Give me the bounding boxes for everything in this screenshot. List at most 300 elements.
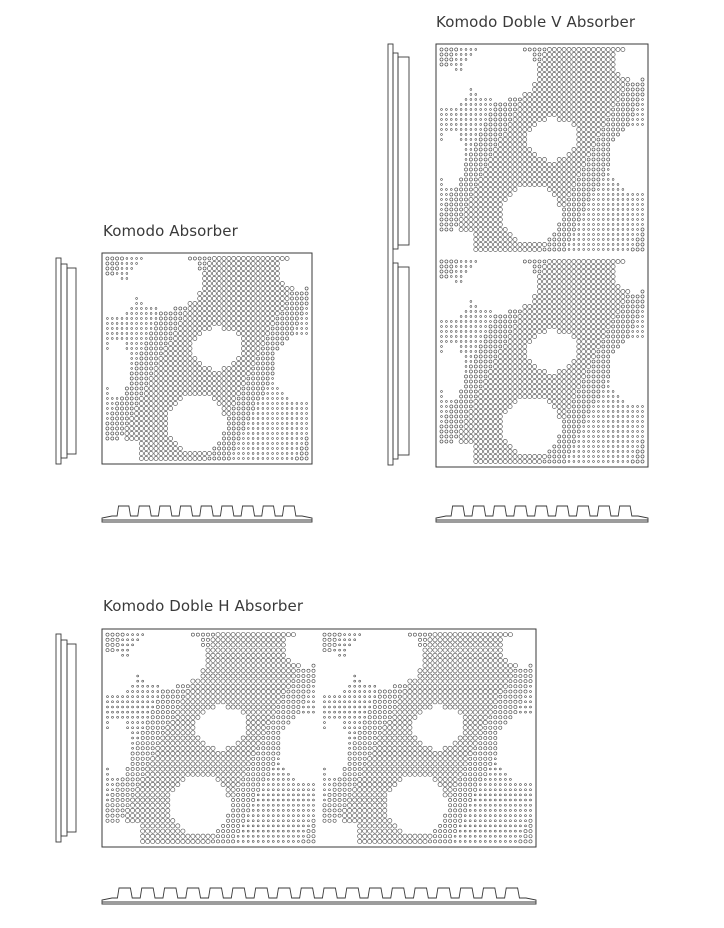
perforation-hole <box>111 412 114 415</box>
perforation-hole <box>226 689 230 693</box>
perforation-hole <box>181 700 185 704</box>
perforation-hole <box>602 406 604 408</box>
perforation-hole <box>266 679 270 683</box>
perforation-hole <box>572 269 576 273</box>
perforation-hole <box>523 349 527 353</box>
perforation-hole <box>272 721 275 724</box>
perforation-hole <box>493 434 497 438</box>
perforation-hole <box>111 432 114 435</box>
perforation-hole <box>587 314 591 318</box>
perforation-hole <box>236 684 240 688</box>
perforation-hole <box>474 197 478 201</box>
perforation-hole <box>557 269 561 273</box>
perforation-hole <box>458 679 462 683</box>
perforation-hole <box>617 426 619 428</box>
perforation-hole <box>257 809 259 811</box>
perforation-hole <box>578 249 580 251</box>
perforation-hole <box>130 798 134 802</box>
perforation-hole <box>480 341 482 343</box>
perforation-hole <box>455 188 458 191</box>
perforation-hole <box>508 242 512 246</box>
perforation-hole <box>587 354 591 358</box>
perforation-hole <box>587 400 590 403</box>
perforation-hole <box>607 239 609 241</box>
perforation-hole <box>252 778 255 781</box>
perforation-hole <box>139 416 143 420</box>
perforation-hole <box>498 454 502 458</box>
perforation-hole <box>142 722 144 724</box>
perforation-hole <box>179 307 182 310</box>
perforation-hole <box>557 182 561 186</box>
perforation-hole <box>276 398 278 400</box>
perforation-hole <box>533 334 537 338</box>
perforation-hole <box>617 441 619 443</box>
perforation-hole <box>572 324 576 328</box>
perforation-hole <box>267 448 269 450</box>
perforation-hole <box>232 361 236 365</box>
perforation-hole <box>116 814 119 817</box>
perforation-hole <box>612 249 614 251</box>
perforation-hole <box>169 346 173 350</box>
perforation-hole <box>632 199 634 201</box>
perforation-hole <box>460 104 462 106</box>
perforation-hole <box>226 632 230 636</box>
perforation-hole <box>428 643 432 647</box>
perforation-hole <box>582 415 585 418</box>
perforation-hole <box>141 803 145 807</box>
perforation-hole <box>140 328 142 330</box>
perforation-hole <box>216 669 220 673</box>
perforation-hole <box>498 237 502 241</box>
perforation-hole <box>196 694 200 698</box>
perforation-hole <box>626 320 629 323</box>
perforation-hole <box>503 187 507 191</box>
perforation-hole <box>547 299 551 303</box>
perforation-hole <box>267 789 269 791</box>
perforation-hole <box>280 281 284 285</box>
perforation-hole <box>251 648 255 652</box>
perforation-hole <box>171 741 175 745</box>
perforation-hole <box>518 359 522 363</box>
perforation-hole <box>503 379 507 383</box>
perforation-hole <box>607 365 610 368</box>
perforation-hole <box>252 793 255 796</box>
perforation-hole <box>181 772 185 776</box>
perforation-hole <box>606 319 610 323</box>
perforation-hole <box>622 461 624 463</box>
perforation-hole <box>533 270 536 273</box>
perforation-hole <box>140 392 143 395</box>
perforation-hole <box>116 633 119 636</box>
perforation-hole <box>528 309 532 313</box>
perforation-hole <box>596 304 600 308</box>
perforation-hole <box>241 286 245 290</box>
perforation-hole <box>266 281 270 285</box>
perforation-hole <box>237 386 241 390</box>
perforation-hole <box>636 83 639 86</box>
perforation-hole <box>601 319 605 323</box>
perforation-hole <box>513 315 516 318</box>
perforation-hole <box>578 229 580 231</box>
perforation-hole <box>616 103 619 106</box>
perforation-hole <box>537 67 541 71</box>
perforation-hole <box>227 381 231 385</box>
perforation-hole <box>597 244 599 246</box>
perforation-hole <box>232 391 236 395</box>
perforation-hole <box>626 295 629 298</box>
perforation-hole <box>587 67 591 71</box>
perforation-hole <box>227 824 230 827</box>
perforation-hole <box>602 214 604 216</box>
perforation-hole <box>141 731 144 734</box>
perforation-hole <box>302 685 305 688</box>
perforation-hole <box>226 663 230 667</box>
perforation-hole <box>607 148 610 151</box>
perforation-hole <box>606 264 610 268</box>
perforation-hole <box>611 77 615 81</box>
perforation-hole <box>159 421 163 425</box>
perforation-hole <box>637 406 639 408</box>
perforation-hole <box>493 232 497 236</box>
perforation-hole <box>636 238 639 241</box>
perforation-hole <box>159 347 162 350</box>
perforation-hole <box>518 394 522 398</box>
perforation-hole <box>107 716 109 718</box>
perforation-hole <box>503 674 507 678</box>
perforation-hole <box>238 448 240 450</box>
perforation-hole <box>140 258 142 260</box>
perforation-hole <box>295 312 298 315</box>
perforation-hole <box>275 281 279 285</box>
perforation-hole <box>237 422 240 425</box>
perforation-hole <box>572 374 576 378</box>
perforation-hole <box>136 747 139 750</box>
perforation-hole <box>602 416 604 418</box>
perforation-hole <box>237 276 241 280</box>
perforation-hole <box>499 330 502 333</box>
perforation-hole <box>423 653 427 657</box>
perforation-hole <box>557 72 561 76</box>
perforation-hole <box>262 815 264 817</box>
perforation-hole <box>583 446 585 448</box>
perforation-hole <box>607 143 610 146</box>
perforation-hole <box>226 684 230 688</box>
perforation-hole <box>211 653 215 657</box>
perforation-hole <box>236 648 240 652</box>
perforation-hole <box>131 767 134 770</box>
perforation-hole <box>281 418 283 420</box>
perforation-hole <box>563 218 566 221</box>
perforation-hole <box>246 720 250 724</box>
perforation-hole <box>478 638 482 642</box>
perforation-hole <box>281 684 285 688</box>
perforation-hole <box>232 401 236 405</box>
perforation-hole <box>602 148 605 151</box>
perforation-hole <box>281 322 284 325</box>
perforation-hole <box>602 350 605 353</box>
perforation-hole <box>578 456 580 458</box>
perforation-hole <box>567 238 570 241</box>
perforation-hole <box>503 242 507 246</box>
perforation-hole <box>460 54 462 56</box>
perforation-hole <box>632 209 634 211</box>
perforation-hole <box>251 674 255 678</box>
perforation-hole <box>266 261 270 265</box>
perforation-hole <box>127 727 129 729</box>
perforation-hole <box>582 82 586 86</box>
perforation-hole <box>577 62 581 66</box>
perforation-hole <box>562 309 566 313</box>
perforation-hole <box>508 389 512 393</box>
perforation-hole <box>232 311 236 315</box>
perforation-hole <box>292 711 295 714</box>
perforation-hole <box>120 417 123 420</box>
perforation-hole <box>572 112 576 116</box>
perforation-hole <box>533 242 537 246</box>
perforation-hole <box>474 449 478 453</box>
perforation-hole <box>631 248 634 251</box>
perforation-hole <box>222 301 226 305</box>
perforation-hole <box>591 117 595 121</box>
perforation-hole <box>186 767 190 771</box>
perforation-hole <box>237 819 240 822</box>
perforation-hole <box>212 396 216 400</box>
perforation-hole <box>606 97 610 101</box>
perforation-hole <box>141 742 144 745</box>
perforation-hole <box>222 432 225 435</box>
perforation-hole <box>577 264 581 268</box>
perforation-hole <box>587 52 591 56</box>
perforation-hole <box>591 309 595 313</box>
perforation-hole <box>508 132 512 136</box>
perforation-hole <box>161 700 164 703</box>
perforation-hole <box>513 247 517 251</box>
perforation-hole <box>232 427 235 430</box>
perforation-hole <box>236 694 240 698</box>
perforation-hole <box>440 228 443 231</box>
perforation-hole <box>252 392 255 395</box>
perforation-hole <box>596 82 600 86</box>
perforation-hole <box>211 679 215 683</box>
perforation-hole <box>161 705 164 708</box>
perforation-hole <box>146 834 150 838</box>
perforation-hole <box>252 397 255 400</box>
perforation-hole <box>572 228 575 231</box>
perforation-hole <box>498 643 502 647</box>
perforation-hole <box>261 720 265 724</box>
perforation-hole <box>261 700 265 704</box>
perforation-hole <box>596 77 600 81</box>
perforation-hole <box>216 674 220 678</box>
perforation-hole <box>159 327 162 330</box>
perforation-hole <box>285 291 289 295</box>
perforation-hole <box>557 284 561 288</box>
perforation-hole <box>286 443 288 445</box>
perforation-hole <box>226 782 230 786</box>
perforation-hole <box>460 410 463 413</box>
perforation-hole <box>179 317 182 320</box>
perforation-hole <box>206 663 210 667</box>
perforation-hole <box>602 411 604 413</box>
perforation-hole <box>272 408 274 410</box>
perforation-hole <box>116 257 119 260</box>
perforation-hole <box>251 261 255 265</box>
perforation-hole <box>627 421 629 423</box>
perforation-hole <box>489 143 492 146</box>
perforation-hole <box>607 204 609 206</box>
perforation-hole <box>277 825 279 827</box>
perforation-hole <box>612 345 615 348</box>
perforation-hole <box>567 102 571 106</box>
perforation-hole <box>241 772 245 776</box>
perforation-hole <box>169 391 173 395</box>
perforation-hole <box>141 757 144 760</box>
perforation-hole <box>438 674 442 678</box>
perforation-hole <box>591 279 595 283</box>
perforation-hole <box>261 266 265 270</box>
perforation-hole <box>562 202 566 206</box>
perforation-hole <box>622 406 624 408</box>
perforation-hole <box>523 304 527 308</box>
perforation-hole <box>602 249 604 251</box>
perforation-hole <box>241 276 245 280</box>
perforation-hole <box>232 417 235 420</box>
perforation-hole <box>140 367 143 370</box>
perforation-hole <box>460 415 463 418</box>
perforation-hole <box>241 684 245 688</box>
perforation-hole <box>176 767 180 771</box>
perforation-hole <box>241 658 245 662</box>
perforation-hole <box>488 674 492 678</box>
perforation-hole <box>488 643 492 647</box>
perforation-hole <box>131 258 133 260</box>
perforation-hole <box>573 446 575 448</box>
perforation-hole <box>582 132 586 136</box>
perforation-hole <box>453 648 457 652</box>
perforation-hole <box>271 684 275 688</box>
perforation-hole <box>557 409 561 413</box>
perforation-hole <box>193 336 197 340</box>
perforation-hole <box>547 177 551 181</box>
perforation-hole <box>169 327 172 330</box>
perforation-hole <box>227 422 230 425</box>
perforation-hole <box>547 87 551 91</box>
perforation-hole <box>567 192 571 196</box>
perforation-hole <box>257 820 259 822</box>
perforation-hole <box>557 172 561 176</box>
perforation-hole <box>518 324 522 328</box>
perforation-hole <box>596 289 600 293</box>
perforation-hole <box>593 219 595 221</box>
perforation-hole <box>198 361 202 365</box>
perforation-hole <box>252 762 255 765</box>
perforation-hole <box>287 773 289 775</box>
perforation-hole <box>173 381 177 385</box>
perforation-hole <box>606 57 610 61</box>
perforation-hole <box>146 742 149 745</box>
perforation-hole <box>484 163 487 166</box>
perforation-hole <box>241 638 245 642</box>
perforation-hole <box>222 291 226 295</box>
perforation-hole <box>221 767 225 771</box>
perforation-hole <box>149 411 153 415</box>
perforation-hole <box>562 399 566 403</box>
perforation-hole <box>523 394 527 398</box>
perforation-hole <box>287 815 289 817</box>
perforation-hole <box>145 382 148 385</box>
perforation-hole <box>577 294 581 298</box>
perforation-hole <box>141 793 145 797</box>
perforation-hole <box>159 332 162 335</box>
perforation-hole <box>464 439 468 443</box>
perforation-hole <box>222 381 226 385</box>
perforation-hole <box>176 741 180 745</box>
perforation-hole <box>596 47 600 51</box>
perforation-hole <box>485 326 487 328</box>
perforation-hole <box>174 327 177 330</box>
perforation-hole <box>276 347 279 350</box>
perforation-hole <box>262 448 264 450</box>
perforation-hole <box>246 643 250 647</box>
perforation-hole <box>176 710 180 714</box>
perforation-hole <box>125 407 128 410</box>
perforation-hole <box>513 167 517 171</box>
perforation-hole <box>176 777 180 781</box>
perforation-hole <box>537 314 541 318</box>
perforation-hole <box>256 261 260 265</box>
perforation-hole <box>601 62 605 66</box>
perforation-hole <box>236 705 240 709</box>
perforation-hole <box>307 685 310 688</box>
perforation-hole <box>107 773 109 775</box>
perforation-hole <box>441 139 443 141</box>
perforation-hole <box>577 162 581 166</box>
perforation-hole <box>607 370 610 373</box>
perforation-hole <box>577 430 580 433</box>
perforation-hole <box>563 425 566 428</box>
perforation-hole <box>441 346 443 348</box>
perforation-hole <box>307 840 310 843</box>
perforation-hole <box>246 669 250 673</box>
perforation-hole <box>460 183 463 186</box>
perforation-hole <box>597 234 599 236</box>
perforation-hole <box>166 808 170 812</box>
perforation-hole <box>445 194 447 196</box>
perforation-hole <box>277 830 279 832</box>
perforation-hole <box>173 396 177 400</box>
perforation-hole <box>196 767 200 771</box>
perforation-hole <box>139 436 143 440</box>
perforation-hole <box>136 263 138 265</box>
perforation-hole <box>636 315 639 318</box>
perforation-hole <box>428 633 431 636</box>
perforation-hole <box>557 379 561 383</box>
perforation-hole <box>572 57 576 61</box>
perforation-hole <box>156 726 159 729</box>
perforation-hole <box>488 449 492 453</box>
perforation-hole <box>464 429 468 433</box>
perforation-hole <box>277 789 279 791</box>
perforation-hole <box>292 815 294 817</box>
perforation-hole <box>313 815 315 817</box>
perforation-hole <box>227 321 231 325</box>
perforation-hole <box>606 112 610 116</box>
perforation-hole <box>573 234 575 236</box>
perforation-hole <box>498 679 502 683</box>
perforation-hole <box>518 147 522 151</box>
perforation-hole <box>587 309 591 313</box>
perforation-hole <box>151 834 155 838</box>
